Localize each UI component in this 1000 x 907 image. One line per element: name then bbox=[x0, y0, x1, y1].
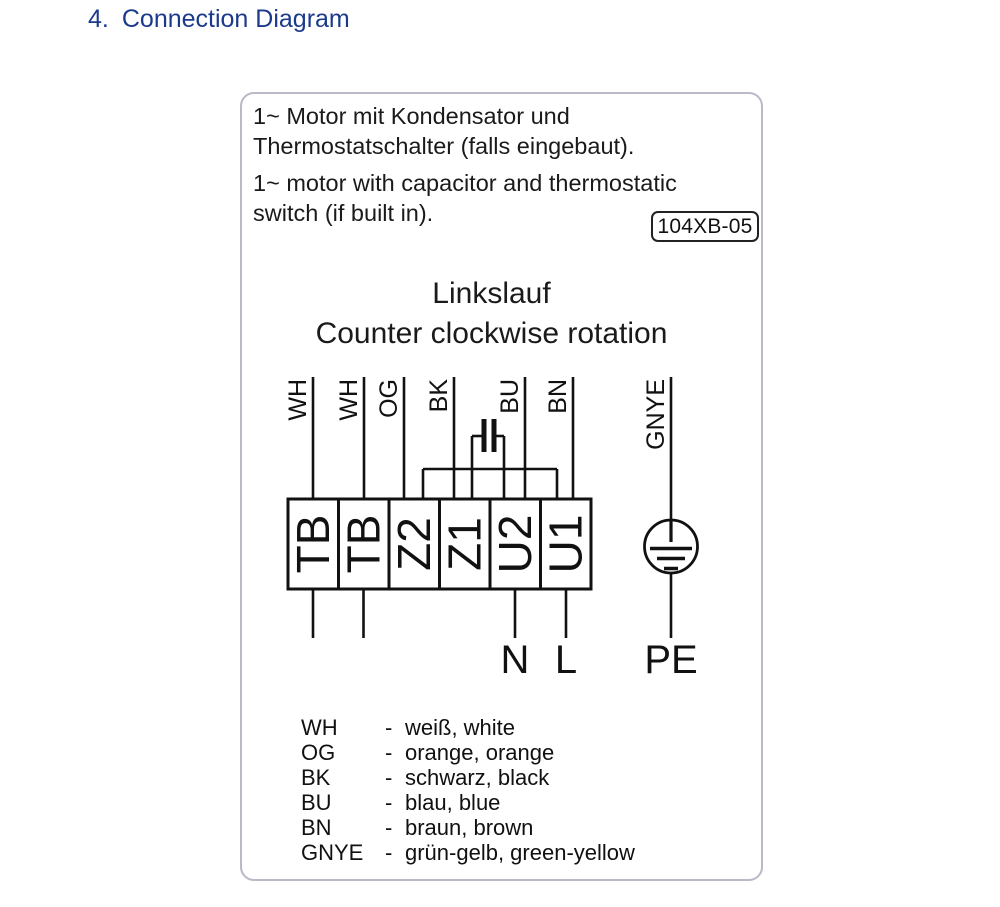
legend-row bbox=[301, 740, 635, 765]
description-english-line1: 1~ motor with capacitor and thermostatic bbox=[253, 170, 677, 196]
legend-dash: - bbox=[385, 715, 393, 740]
supply-label-n: N bbox=[500, 638, 530, 682]
terminal-label-tb1: TB bbox=[287, 514, 339, 574]
section-number: 4. bbox=[88, 5, 109, 33]
legend-code: BK bbox=[301, 765, 331, 790]
description-english bbox=[253, 168, 677, 228]
legend-dash: - bbox=[385, 840, 393, 865]
legend-code: WH bbox=[301, 715, 338, 740]
rotation-heading bbox=[232, 274, 751, 354]
wire-label-bk: BK bbox=[425, 379, 453, 413]
description-german-line2: Thermostatschalter (falls eingebaut). bbox=[253, 133, 635, 159]
model-number-badge: 104XB-05 bbox=[651, 211, 759, 242]
legend-desc: orange, orange bbox=[405, 740, 555, 765]
description-english-line2: switch (if built in). bbox=[253, 200, 434, 226]
legend-dash: - bbox=[385, 740, 393, 765]
legend-code: BN bbox=[301, 815, 332, 840]
legend-desc: schwarz, black bbox=[405, 765, 550, 790]
legend-code: OG bbox=[301, 740, 336, 765]
legend-row bbox=[301, 765, 635, 790]
legend-desc: weiß, white bbox=[405, 715, 516, 740]
description-german bbox=[253, 101, 634, 161]
legend-row bbox=[301, 790, 635, 815]
rotation-heading-german: Linkslauf bbox=[432, 277, 551, 310]
terminal-label-tb2: TB bbox=[337, 514, 390, 574]
wire-label-wh-2: WH bbox=[335, 379, 363, 421]
legend-row bbox=[301, 840, 635, 865]
legend-desc: grün-gelb, green-yellow bbox=[405, 840, 635, 865]
wire-label-bn: BN bbox=[544, 379, 572, 414]
legend-row bbox=[301, 815, 635, 840]
wire-color-legend bbox=[301, 715, 635, 865]
legend-dash: - bbox=[385, 815, 393, 840]
diagram-frame bbox=[240, 92, 763, 881]
section-title-text: Connection Diagram bbox=[121, 5, 350, 33]
supply-label-pe: PE bbox=[644, 638, 698, 682]
legend-dash: - bbox=[385, 790, 393, 815]
legend-desc: braun, brown bbox=[405, 815, 534, 840]
description-german-line1: 1~ Motor mit Kondensator und bbox=[253, 103, 570, 129]
terminal-label-u1: U1 bbox=[539, 514, 592, 574]
legend-code: GNYE bbox=[301, 840, 364, 865]
page-title bbox=[88, 4, 350, 34]
wire-label-wh-1: WH bbox=[284, 379, 312, 421]
terminal-label-u2: U2 bbox=[489, 514, 541, 574]
legend-desc: blau, blue bbox=[405, 790, 501, 815]
wire-label-og: OG bbox=[375, 379, 403, 418]
supply-label-l: L bbox=[554, 638, 578, 682]
legend-code: BU bbox=[301, 790, 332, 815]
terminal-label-z1: Z1 bbox=[438, 517, 491, 571]
legend-dash: - bbox=[385, 765, 393, 790]
wire-label-gnye: GNYE bbox=[642, 379, 670, 450]
rotation-heading-english: Counter clockwise rotation bbox=[315, 317, 668, 350]
terminal-label-z2: Z2 bbox=[388, 517, 440, 571]
legend-row bbox=[301, 715, 635, 740]
wire-label-bu: BU bbox=[496, 379, 524, 414]
